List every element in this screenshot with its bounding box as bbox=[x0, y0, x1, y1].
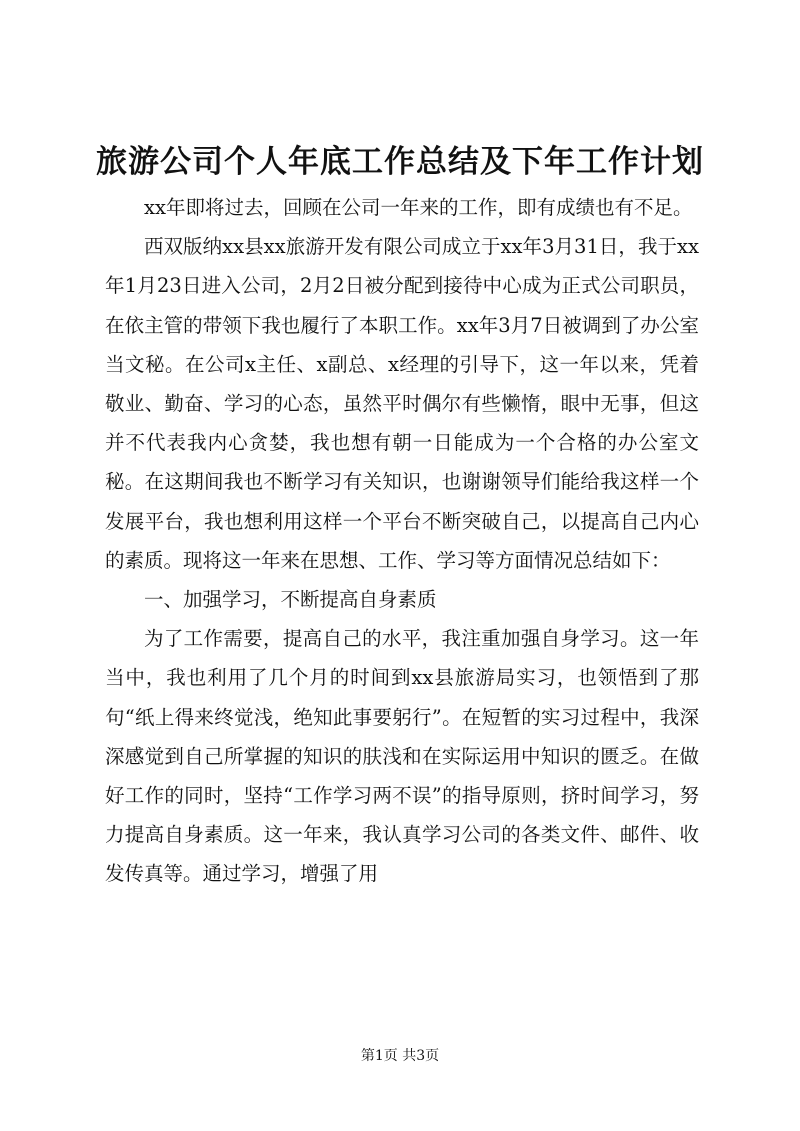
intro-paragraph: xx年即将过去，回顾在公司一年来的工作，即有成绩也有不足。 bbox=[144, 196, 693, 219]
section-heading-study: 一、加强学习，不断提高自身素质 bbox=[144, 588, 437, 612]
page-number: 第1页 共3页 bbox=[360, 1048, 440, 1064]
study-paragraph: 为了工作需要，提高自己的水平，我注重加强自身学习。这一年当中，我也利用了几个月的时间到xx县旅游局实习，也领悟到了那句“纸上得来终觉浅，绝知此事要躬行”。在短暂的实习过程中，我深深感觉到自己所掌握的知识的肤浅和在实际运用中知识的匮乏。在做好工作的同时，坚持“工作学习两不误”的指导原则，挤时间学习，努力提高自身素质。这一年来，我认真学习公司的各类文件、邮件、收发传真等。通过学习，增强了用 bbox=[105, 627, 699, 886]
document-body bbox=[105, 188, 699, 894]
document-title: 旅游公司个人年底工作总结及下年工作计划 bbox=[96, 144, 704, 180]
background-paragraph: 西双版纳xx县xx旅游开发有限公司成立于xx年3月31日，我于xx年1月23日进入公司，2月2日被分配到接待中心成为正式公司职员，在依主管的带领下我也履行了本职工作。xx年3月7日被调到了办公室当文秘。在公司x主任、x副总、x经理的引导下，这一年以来，凭着敬业、勤奋、学习的心态，虽然平时偶尔有些懒惰，眼中无事，但这并不代表我内心贪婪，我也想有朝一日能成为一个合格的办公室文秘。在这期间我也不断学习有关知识，也谢谢领导们能给我这样一个发展平台，我也想利用这样一个平台不断突破自己，以提高自己内心的素质。现将这一年来在思想、工作、学习等方面情况总结如下： bbox=[105, 235, 699, 572]
